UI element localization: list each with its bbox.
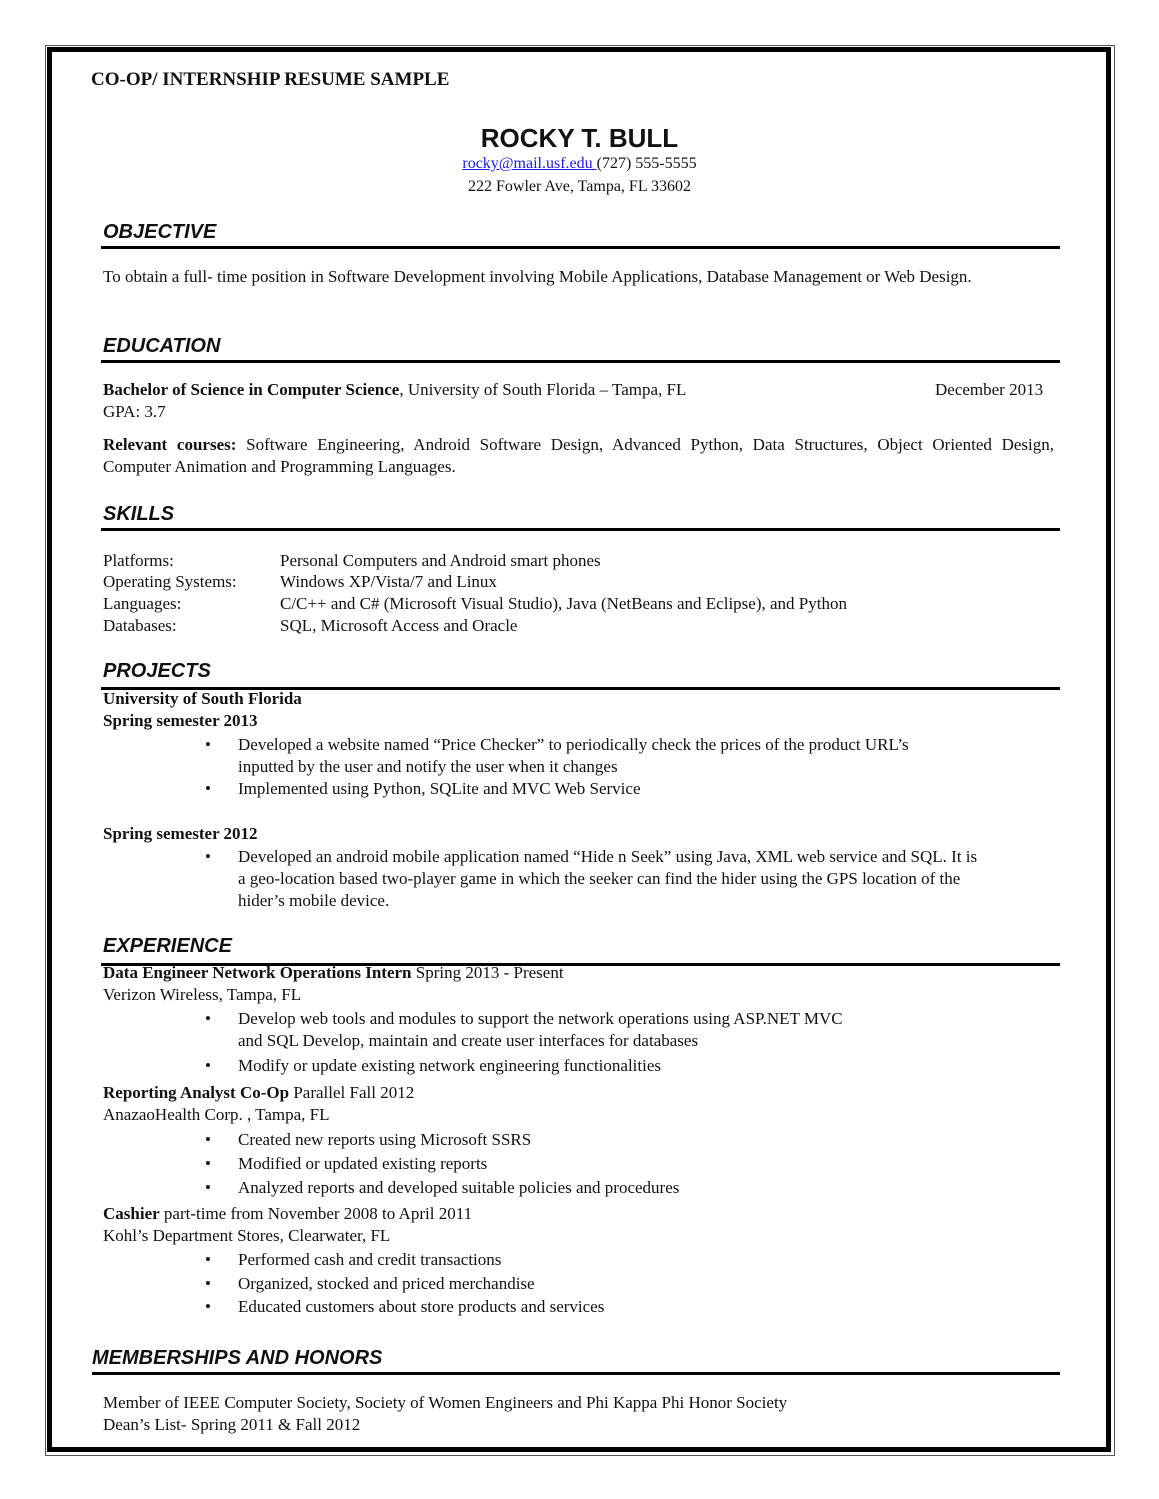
courses-list: Software Engineering, Android Software Design, Advanced Python, Data Structures, Object Oriented Design, Computer Animation and Programming Languages. [103, 435, 1054, 476]
section-rule [92, 1372, 1060, 1375]
skill-value: C/C++ and C# (Microsoft Visual Studio), Java (NetBeans and Eclipse), and Python [280, 594, 847, 613]
job-bullet: Modify or update existing network engineering functionalities [238, 1056, 662, 1075]
section-heading-objective: OBJECTIVE [103, 221, 217, 243]
relevant-courses [103, 434, 1054, 478]
courses-label: Relevant courses: [103, 435, 237, 454]
job-bullet: Develop web tools and modules to support the network operations using ASP.NET MVC [238, 1009, 843, 1028]
bullet-icon: • [205, 1056, 211, 1075]
project-bullet: Developed an android mobile application named “Hide n Seek” using Java, XML web service and SQL. It is [238, 847, 978, 866]
job-company: Verizon Wireless, Tampa, FL [103, 985, 302, 1004]
email-link[interactable]: rocky@mail.usf.edu [462, 155, 597, 172]
section-rule [101, 246, 1060, 249]
objective-text: To obtain a full- time position in Software Development involving Mobile Applications, Database Management or Web Design. [103, 267, 972, 286]
gpa: GPA: 3.7 [103, 402, 166, 421]
job-bullet: Modified or updated existing reports [238, 1154, 488, 1173]
job-bullet-cont: and SQL Develop, maintain and create user interfaces for databases [238, 1031, 699, 1050]
bullet-icon: • [205, 735, 211, 754]
section-heading-experience: EXPERIENCE [103, 935, 232, 957]
job-dates: Parallel Fall 2012 [289, 1083, 415, 1102]
skill-label: Databases: [103, 616, 177, 635]
bullet-icon: • [205, 1009, 211, 1028]
job-title-line [103, 1203, 472, 1225]
skill-label: Platforms: [103, 551, 174, 570]
bullet-icon: • [205, 1154, 211, 1173]
project-bullet-cont: inputted by the user and notify the user when it changes [238, 757, 618, 776]
job-bullet: Educated customers about store products and services [238, 1297, 605, 1316]
skill-label: Languages: [103, 594, 182, 613]
address: 222 Fowler Ave, Tampa, FL 33602 [467, 178, 691, 195]
degree-line [103, 379, 686, 401]
project-term: Spring semester 2013 [103, 711, 258, 730]
project-bullet-cont: a geo-location based two-player game in which the seeker can find the hider using the GPS location of the [238, 869, 961, 888]
job-title-line [103, 1082, 414, 1104]
job-title: Reporting Analyst Co-Op [103, 1083, 290, 1102]
skill-label: Operating Systems: [103, 572, 237, 591]
applicant-name: ROCKY T. BULL [480, 123, 679, 153]
section-heading-education: EDUCATION [103, 335, 221, 357]
bullet-icon: • [205, 1130, 211, 1149]
job-dates: Spring 2013 - Present [411, 963, 564, 982]
job-company: Kohl’s Department Stores, Clearwater, FL [103, 1226, 391, 1245]
bullet-icon: • [205, 1297, 211, 1316]
contact-line [0, 153, 1159, 175]
bullet-icon: • [205, 779, 211, 798]
membership-line: Dean’s List- Spring 2011 & Fall 2012 [103, 1415, 361, 1434]
skill-value: Personal Computers and Android smart phones [280, 551, 601, 570]
bullet-icon: • [205, 1250, 211, 1269]
section-heading-memberships: MEMBERSHIPS AND HONORS [92, 1347, 383, 1369]
job-bullet: Created new reports using Microsoft SSRS [238, 1130, 532, 1149]
section-heading-projects: PROJECTS [103, 660, 211, 682]
job-bullet: Analyzed reports and developed suitable policies and procedures [238, 1178, 680, 1197]
phone: (727) 555-5555 [596, 155, 697, 172]
graduation-date: December 2013 [935, 380, 1044, 399]
project-bullet: Developed a website named “Price Checker” to periodically check the prices of the product URL’s [238, 735, 909, 754]
degree: Bachelor of Science in Computer Science [103, 380, 400, 399]
skill-value: Windows XP/Vista/7 and Linux [280, 572, 497, 591]
section-heading-skills: SKILLS [103, 503, 175, 525]
project-term: Spring semester 2012 [103, 824, 258, 843]
job-dates: part-time from November 2008 to April 2011 [159, 1204, 473, 1223]
job-bullet: Performed cash and credit transactions [238, 1250, 502, 1269]
project-bullet: Implemented using Python, SQLite and MVC Web Service [238, 779, 641, 798]
skill-value: SQL, Microsoft Access and Oracle [280, 616, 518, 635]
project-org: University of South Florida [103, 689, 302, 708]
school: , University of South Florida – Tampa, FL [399, 380, 687, 399]
bullet-icon: • [205, 847, 211, 866]
job-bullet: Organized, stocked and priced merchandise [238, 1274, 535, 1293]
section-rule [101, 528, 1060, 531]
section-rule [101, 360, 1060, 363]
job-title-line [103, 962, 564, 984]
bullet-icon: • [205, 1178, 211, 1197]
document-title: CO-OP/ INTERNSHIP RESUME SAMPLE [91, 69, 450, 90]
job-company: AnazaoHealth Corp. , Tampa, FL [103, 1105, 330, 1124]
bullet-icon: • [205, 1274, 211, 1293]
membership-line: Member of IEEE Computer Society, Society of Women Engineers and Phi Kappa Phi Honor Society [103, 1393, 788, 1412]
job-title: Data Engineer Network Operations Intern [103, 963, 412, 982]
job-title: Cashier [103, 1204, 160, 1223]
project-bullet-cont: hider’s mobile device. [238, 891, 390, 910]
